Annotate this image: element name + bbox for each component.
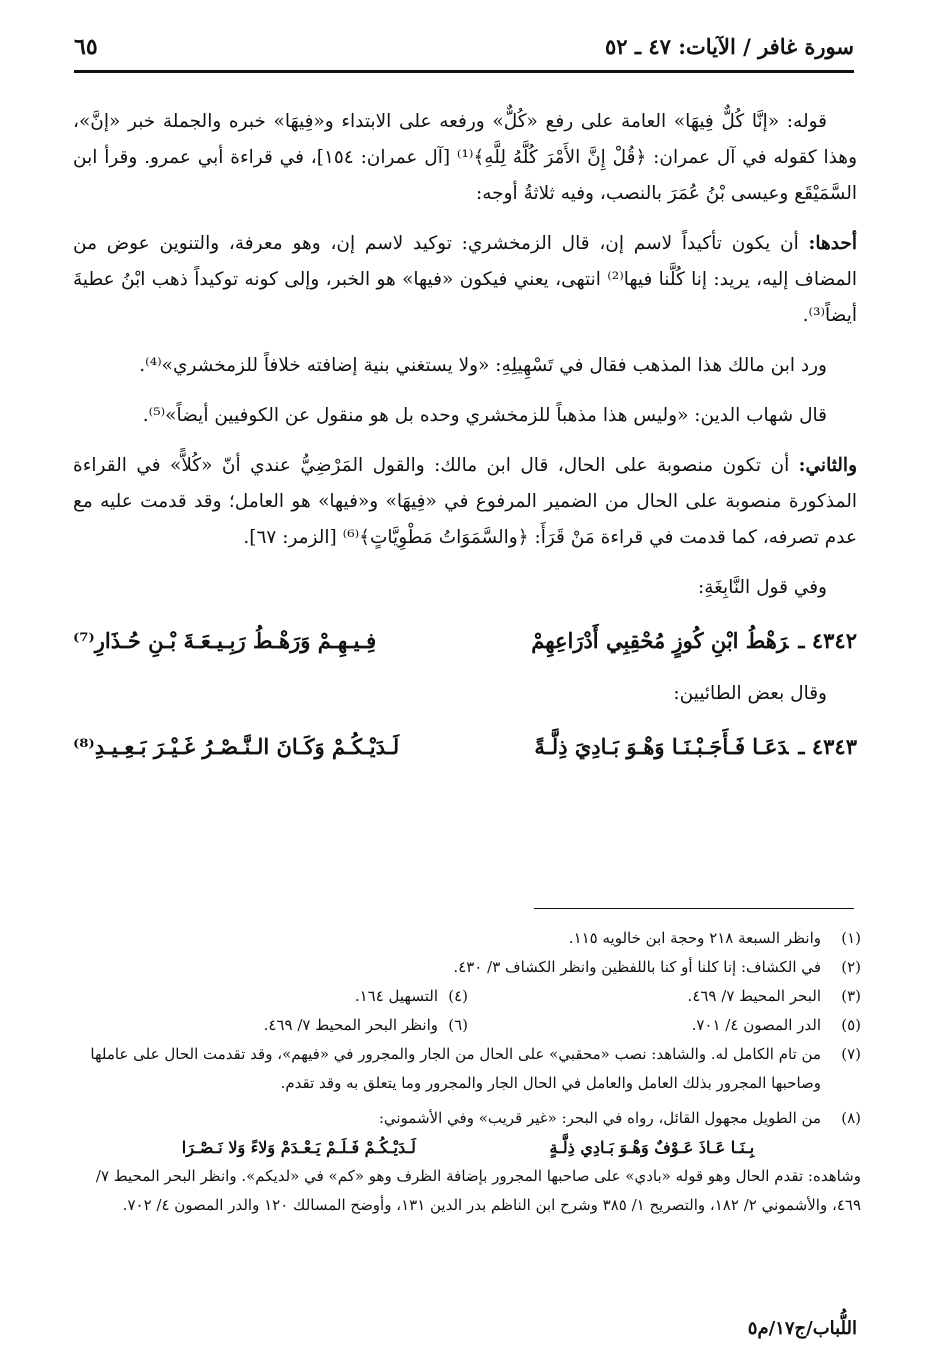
footnote-7 xyxy=(75,1040,861,1098)
footnote-6 xyxy=(75,1011,468,1040)
footnote-3 xyxy=(468,982,861,1011)
footnote-8-poem-hemistich-2: لَـدَيْـكُـمْ فَـلَـمْ يَـعْـدَمْ وَلاءً وَلا نَـصْـرَا xyxy=(181,1138,416,1157)
footnote-2-text: في الكشاف: إنا كلنا أو كنا باللفظين وانظر الكشاف ٣/ ٤٣٠. xyxy=(453,958,821,976)
footnotes xyxy=(75,924,861,1220)
footnote-row-3-4 xyxy=(75,982,861,1011)
printer-signature: اللُّباب/ج١٧/م٥ xyxy=(747,1318,857,1339)
footnote-7-number: (٧) xyxy=(841,1045,861,1063)
footnote-8-number: (٨) xyxy=(841,1109,861,1127)
paragraph-first-view-text: أن يكون تأكيداً لاسم إن، قال الزمخشري: توكيد لاسم إن، وهو معرفة، والتنوين عوض من المضاف إليه، يريد: إنا كُلَّنا فيها⁽²⁾ انتهى، يعني فيكون «فيها» هو الخبر، وإلى كونه توكيداً ذهب ابْنُ عطيةَ أيضاً⁽³⁾. xyxy=(73,233,858,326)
footnote-8-poem-hemistich-1: بِـنَـا عَـاذَ عَـوْفٌ وَهْـوَ بَـادِي ذِلَّـةٍ xyxy=(549,1138,755,1157)
paragraph-ibn-malik-rebuttal: ورد ابن مالك هذا المذهب فقال في تَسْهِيلِهِ: «ولا يستغني بنية إضافته خلافاً للزمخشري»⁽⁴⁾. xyxy=(139,355,827,376)
verse-intro-nabigha: وفي قول النَّابِغَةِ: xyxy=(697,577,827,598)
verse-4342-hemistich-1: رَهْطُ ابْنِ كُوزٍ مُحْقِبِي أَدْرَاعِهِمْ xyxy=(531,628,789,653)
footnote-row-5-6 xyxy=(75,1011,861,1040)
verse-4343-first xyxy=(534,726,857,768)
verse-4342-number: ٤٣٤٢ ـ xyxy=(798,628,857,653)
lead-word-second: والثاني: xyxy=(798,455,857,476)
footnote-2-number: (٢) xyxy=(841,958,861,976)
verse-4343-hemistich-1: دَعَـا فَـأَجَـبْـنَـا وَهْـوَ بَـادِيَ ذِلَّـةً xyxy=(534,734,789,759)
footnote-1 xyxy=(75,924,861,953)
footnote-4-text: التسهيل ١٦٤. xyxy=(354,987,438,1005)
main-text xyxy=(73,104,857,782)
footnote-6-number: (٦) xyxy=(448,1016,468,1034)
footnote-4-number: (٤) xyxy=(448,987,468,1005)
verse-4343-number: ٤٣٤٣ ـ xyxy=(798,734,857,759)
footnote-2 xyxy=(75,953,861,982)
footnote-3-text: البحر المحيط ٧/ ٤٦٩. xyxy=(687,987,821,1005)
paragraph-intro: قوله: «إنَّا كُلٌّ فِيهَا» العامة على رفع «كُلٌّ» ورفعه على الابتداء و«فِيهَا» خبره والجملة خبر «إنَّ»، وهذا كقوله في آل عمران: ﴿قُلْ إِنَّ الأَمْرَ كُلَّهُ لِلَّهِ﴾⁽¹⁾ [آل عمران: ١٥٤]، في قراءة أبي عمرو. وقرأ ابن السَّمَيْقَع وعيسى بْنُ عُمَرَ بالنصب، وفيه ثلاثةُ أوجه: xyxy=(73,111,857,204)
header-title: سورة غافر / الآيات: ٤٧ ـ ٥٢ xyxy=(605,34,854,59)
footnote-4 xyxy=(75,982,468,1011)
footnote-8-poem xyxy=(115,1133,821,1162)
footnote-8-text: من الطويل مجهول القائل، رواه في البحر: «غير قريب» وفي الأشموني: xyxy=(378,1109,821,1127)
footnote-8-continuation: وشاهده: تقدم الحال وهو قوله «بادي» على صاحبها المجرور بإضافة الظرف وهو «كم» في «لديكم». وانظر البحر المحيط ٧/ ٤٦٩، والأشموني ٢/ ١٨٢، والتصريح ١/ ٣٨٥ وشرح ابن الناظم بدر الدين ١٣١، وأوضح المسالك ١٢٠ والدر المصون ٤/ ٧٠٢. xyxy=(95,1167,861,1214)
footnote-8 xyxy=(75,1104,861,1133)
footnote-6-text: وانظر البحر المحيط ٧/ ٤٦٩. xyxy=(263,1016,438,1034)
footnote-3-number: (٣) xyxy=(841,987,861,1005)
verse-4343 xyxy=(73,726,857,768)
verse-4343-hemistich-2: لَـدَيْـكُـمْ وَكَـانَ الـنَّـصْـرُ غَـيْـرَ بَـعِـيـدِ⁽⁸⁾ xyxy=(73,734,400,759)
verse-4342-first xyxy=(531,620,857,662)
footnote-5 xyxy=(468,1011,861,1040)
footnote-1-text: وانظر السبعة ٢١٨ وحجة ابن خالويه ١١٥. xyxy=(568,929,821,947)
paragraph-second-view-text: أن تكون منصوبة على الحال، قال ابن مالك: والقول المَرْضِيُّ عندي أنّ «كُلاًّ» في القراءة المذكورة منصوبة على الحال من الضمير المرفوع في «فِيهَا» و«فيها» هو العامل؛ وقد قدمت عليه مع عدم تصرفه، كما قدمت في قراءة مَنْ قَرَأَ: ﴿والسَّمَوَاتُ مَطْوِيَّاتٍ﴾⁽⁶⁾ [الزمر: ٦٧]. xyxy=(73,455,857,548)
verse-4342 xyxy=(73,620,857,662)
verse-intro-taiyin: وقال بعض الطائيين: xyxy=(673,683,827,704)
footnote-5-number: (٥) xyxy=(841,1016,861,1034)
paragraph-first-view xyxy=(73,226,857,334)
lead-word-first: أحدها: xyxy=(808,233,857,254)
footnote-5-text: الدر المصون ٤/ ٧٠١. xyxy=(691,1016,821,1034)
page-number: ٦٥ xyxy=(74,34,98,60)
footnote-1-number: (١) xyxy=(841,929,861,947)
verse-4342-hemistich-2: فِـيـهِـمْ وَرَهْـطُ رَبِـيـعَـةَ بْـنِ حُـذَارِ⁽⁷⁾ xyxy=(73,628,377,653)
running-header xyxy=(74,30,854,73)
separator-line xyxy=(534,908,854,909)
footnote-7-text: من تام الكامل له. والشاهد: نصب «محقبي» على الحال من الجار والمجرور في «فيهم»، وقد تقدمت الحال على عاملها وصاحبها المجرور بذلك العامل والعامل في الحال الجار والمجرور وما يتعلق به وقد تقدم. xyxy=(90,1045,821,1092)
paragraph-second-view xyxy=(73,448,857,556)
paragraph-shihab-comment: قال شهاب الدين: «وليس هذا مذهباً للزمخشري وحده بل هو منقول عن الكوفيين أيضاً»⁽⁵⁾. xyxy=(142,405,827,426)
